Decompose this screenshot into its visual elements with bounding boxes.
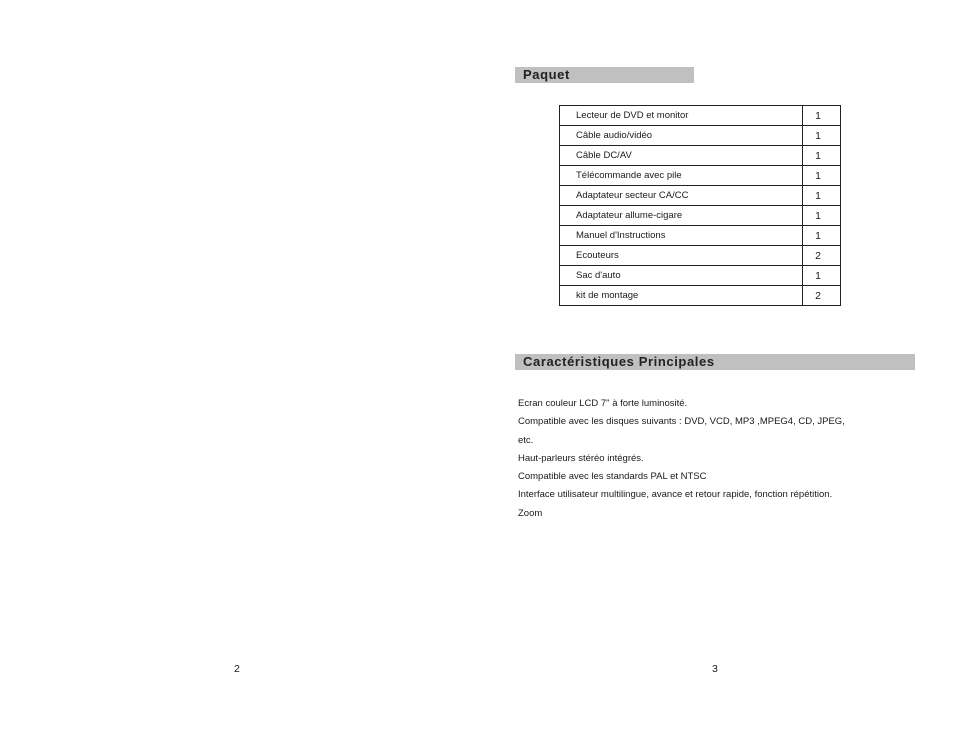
table-row [560,126,841,146]
item-name: Câble audio/vidéo [560,126,803,146]
item-name: Ecouteurs [560,246,803,266]
table-row [560,246,841,266]
table-row [560,226,841,246]
item-quantity: 1 [803,226,841,246]
item-quantity: 1 [803,106,841,126]
feature-line: Compatible avec les standards PAL et NTSC [518,471,707,483]
item-quantity: 1 [803,126,841,146]
left-page-number: 2 [234,663,240,675]
package-contents-table [559,105,841,306]
item-quantity: 1 [803,186,841,206]
table-row [560,266,841,286]
right-page-number: 3 [712,663,718,675]
item-quantity: 1 [803,266,841,286]
item-quantity: 1 [803,166,841,186]
feature-line: Zoom [518,507,543,519]
table-row [560,206,841,226]
feature-line: Ecran couleur LCD 7" à forte luminosité. [518,398,688,409]
item-quantity: 1 [803,146,841,166]
table-row [560,186,841,206]
item-quantity: 1 [803,206,841,226]
item-name: Câble DC/AV [560,146,803,166]
table-row [560,286,841,306]
feature-line: Interface utilisateur multilingue, avance et retour rapide, fonction répétition. [518,489,833,501]
table-row [560,146,841,166]
item-name: Manuel d'Instructions [560,226,803,246]
feature-line: Haut-parleurs stéréo intégrés. [518,452,644,464]
item-quantity: 2 [803,286,841,306]
item-name: Adaptateur secteur CA/CC [560,186,803,206]
item-name: Sac d'auto [560,266,803,286]
features-list [518,395,845,523]
package-section-title: Paquet [515,67,694,83]
table-row [560,166,841,186]
item-quantity: 2 [803,246,841,266]
item-name: kit de montage [560,286,803,306]
item-name: Lecteur de DVD et monitor [560,106,803,126]
feature-line: Compatible avec les disques suivants : DVD, VCD, MP3 ,MPEG4, CD, JPEG, [518,416,845,428]
item-name: Télécommande avec pile [560,166,803,186]
table-row [560,106,841,126]
feature-line: etc. [518,434,534,446]
features-section-title: Caractéristiques Principales [515,354,915,370]
item-name: Adaptateur allume-cigare [560,206,803,226]
